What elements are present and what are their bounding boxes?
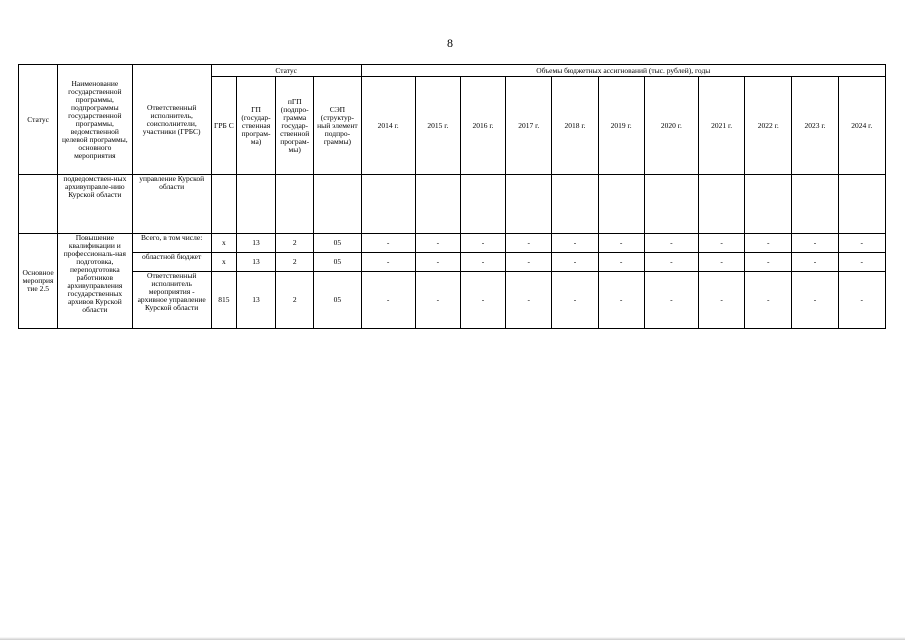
value-cell: -: [361, 272, 415, 329]
cont-status: [19, 175, 58, 234]
line-pgp: 2: [276, 253, 314, 272]
header-year: 2024 г.: [838, 77, 885, 175]
value-cell: -: [698, 272, 744, 329]
value-cell: -: [552, 234, 598, 253]
value-cell: -: [415, 253, 460, 272]
value-cell: -: [644, 272, 698, 329]
line-responsible: Ответственный исполнитель мероприятия - архивное управление Курской области: [132, 272, 211, 329]
value-cell: -: [792, 234, 838, 253]
value-cell: -: [644, 234, 698, 253]
table-row: [19, 234, 886, 253]
line-gp: 13: [236, 234, 275, 253]
value-cell: -: [745, 253, 792, 272]
page-number: 8: [447, 36, 453, 50]
value-cell: -: [506, 253, 552, 272]
value-cell: -: [460, 234, 505, 253]
line-grbs: х: [211, 253, 236, 272]
header-responsible: Ответственный исполнитель, соисполнители, участники (ГРБС): [132, 65, 211, 175]
header-sep: СЭП (структур-ный элемент подпро-граммы): [314, 77, 361, 175]
table-row: [19, 175, 886, 234]
value-cell: -: [838, 234, 885, 253]
cont-name: подведомствен-ных архивуправле-нию Курской области: [58, 175, 132, 234]
value-cell: -: [552, 272, 598, 329]
line-sep: 05: [314, 272, 361, 329]
line-grbs: 815: [211, 272, 236, 329]
value-cell: -: [361, 234, 415, 253]
header-year: 2014 г.: [361, 77, 415, 175]
value-cell: -: [506, 234, 552, 253]
line-grbs: х: [211, 234, 236, 253]
line-gp: 13: [236, 272, 275, 329]
line-pgp: 2: [276, 272, 314, 329]
value-cell: -: [745, 234, 792, 253]
header-year: 2022 г.: [745, 77, 792, 175]
line-sep: 05: [314, 234, 361, 253]
value-cell: -: [460, 253, 505, 272]
value-cell: -: [838, 272, 885, 329]
value-cell: -: [415, 234, 460, 253]
value-cell: -: [598, 253, 644, 272]
value-cell: -: [598, 234, 644, 253]
budget-table: [18, 64, 886, 329]
line-responsible: Всего, в том числе:: [132, 234, 211, 253]
value-cell: -: [792, 253, 838, 272]
header-budget-group: Объемы бюджетных ассигнований (тыс. рублей), годы: [361, 65, 885, 77]
line-gp: 13: [236, 253, 275, 272]
value-cell: -: [644, 253, 698, 272]
header-year: 2018 г.: [552, 77, 598, 175]
value-cell: -: [838, 253, 885, 272]
value-cell: -: [745, 272, 792, 329]
header-year: 2020 г.: [644, 77, 698, 175]
value-cell: -: [415, 272, 460, 329]
header-year: 2021 г.: [698, 77, 744, 175]
measure-status: Основное мероприя тие 2.5: [19, 234, 58, 329]
value-cell: -: [792, 272, 838, 329]
line-sep: 05: [314, 253, 361, 272]
header-status-group: Статус: [211, 65, 361, 77]
line-pgp: 2: [276, 234, 314, 253]
header-grbs: ГРБ С: [211, 77, 236, 175]
header-gp: ГП (государ-ственная програм-ма): [236, 77, 275, 175]
header-status: Статус: [19, 65, 58, 175]
table-row: [19, 253, 886, 272]
value-cell: -: [598, 272, 644, 329]
value-cell: -: [506, 272, 552, 329]
measure-name: Повышение квалификации и профессиональ-ная подготовка, переподготовка работников архивуправления государственных архивов Курской области: [58, 234, 132, 329]
header-year: 2016 г.: [460, 77, 505, 175]
header-year: 2015 г.: [415, 77, 460, 175]
line-responsible: областной бюджет: [132, 253, 211, 272]
header-name: Наименование государственной программы, подпрограммы государственной программы, ведомственной целевой программы, основного мероприятия: [58, 65, 132, 175]
value-cell: -: [698, 253, 744, 272]
value-cell: -: [460, 272, 505, 329]
value-cell: -: [698, 234, 744, 253]
table-row: [19, 272, 886, 329]
value-cell: -: [361, 253, 415, 272]
value-cell: -: [552, 253, 598, 272]
header-year: 2017 г.: [506, 77, 552, 175]
header-year: 2019 г.: [598, 77, 644, 175]
header-pgp: пГП (подпро-грамма государ-ственной програм-мы): [276, 77, 314, 175]
cont-responsible: управление Курской области: [132, 175, 211, 234]
header-year: 2023 г.: [792, 77, 838, 175]
